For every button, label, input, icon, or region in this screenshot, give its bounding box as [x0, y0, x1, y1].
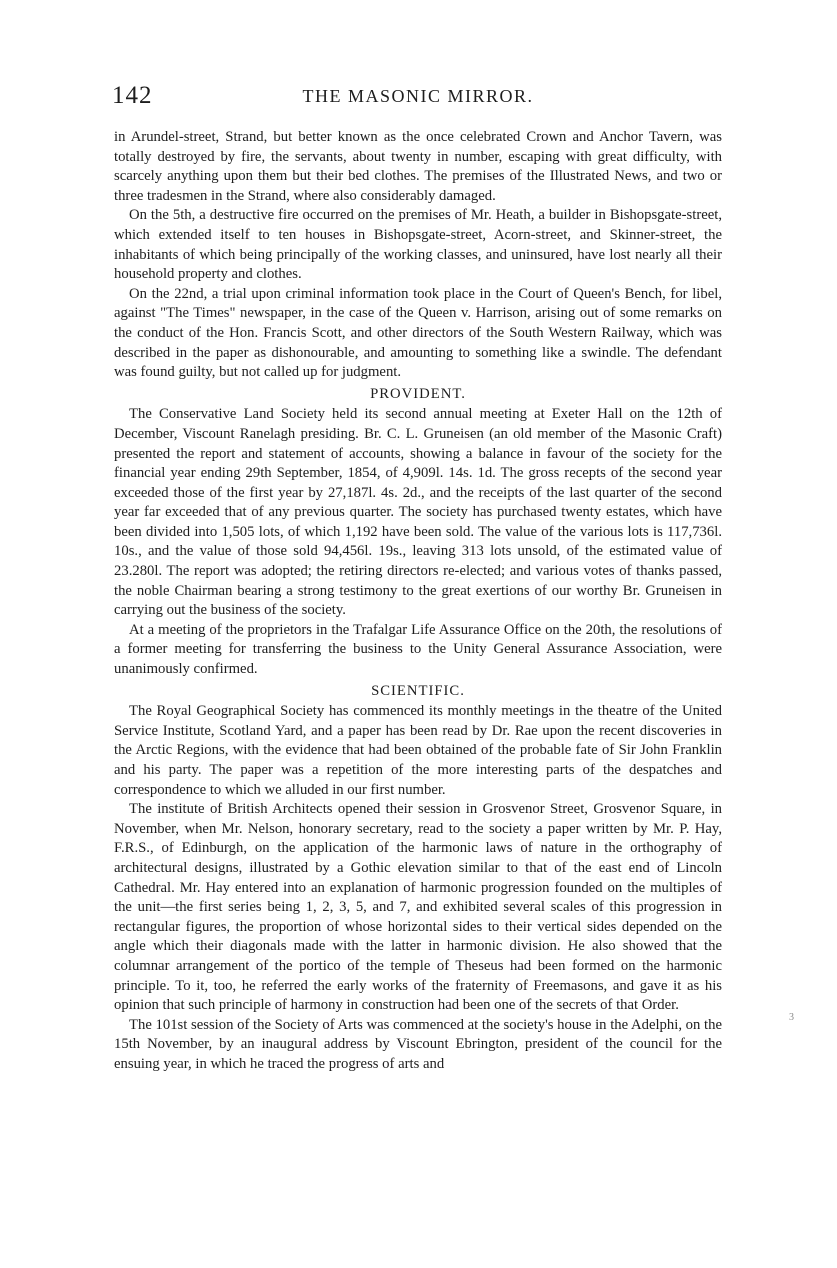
paragraph: The Royal Geographical Society has commenced its monthly meetings in the theatre of the United Service Institute, Scotland Yard, and a paper has been read by Dr. Rae upon the recent discoveries in the Arctic Regions, with the evidence that had been obtained of the probable fate of Sir John Franklin and his party. The paper was a repetition of the more interesting parts of the despatches and correspondence to which we alluded in our first number.: [114, 703, 722, 798]
article-body: [114, 128, 722, 1075]
running-title: THE MASONIC MIRROR.: [302, 86, 534, 106]
page-header: [112, 82, 724, 110]
paragraph: On the 5th, a destructive fire occurred on the premises of Mr. Heath, a builder in Bishopsgate-street, which extended itself to ten houses in Bishopsgate-street, Acorn-street, and Skinner-street, the inhabitants of which being principally of the working classes, and uninsured, have lost nearly all their household property and clothes.: [114, 207, 722, 283]
section-heading-provident: PROVIDENT.: [370, 385, 466, 402]
paragraph: in Arundel-street, Strand, but better known as the once celebrated Crown and Anchor Tavern, was totally destroyed by fire, the servants, about twenty in number, escaping with great difficulty, with scarcely anything upon them but their bed clothes. The premises of the Illustrated News, and two or three tradesmen in the Strand, where also considerably damaged.: [114, 129, 722, 204]
margin-mark: 3: [789, 1012, 794, 1023]
paragraph: At a meeting of the proprietors in the Trafalgar Life Assurance Office on the 20th, the resolutions of a former meeting for transferring the business to the Unity General Assurance Association, were unanimously confirmed.: [114, 621, 722, 678]
paragraph: The 101st session of the Society of Arts was commenced at the society's house in the Adelphi, on the 15th November, by an inaugural address by Viscount Ebrington, president of the council for the ensuing year, in which he traced the progress of arts and: [114, 1016, 722, 1072]
paragraph: The Conservative Land Society held its second annual meeting at Exeter Hall on the 12th of December, Viscount Ranelagh presiding. Br. C. L. Gruneisen (an old member of the Masonic Craft) presented the report and statement of accounts, showing a balance in favour of the society for the financial year ending 29th September, 1854, of 4,909l. 14s. 1d. The gross recepts of the second year exceeded those of the first year by 27,187l. 4s. 2d., and the receipts of the last quarter of the second year far exceeded that of any previous quarter. The society has purchased twenty estates, which have been divided into 1,505 lots, of which 1,192 have been sold. The value of the various lots is 117,736l. 10s., and the value of those sold 94,456l. 19s., leaving 313 lots unsold, of the estimated value of 23.280l. The report was adopted; the retiring directors re-elected; and various votes of thanks passed, the noble Chairman bearing a strong testimony to the great exertions of our worthy Br. Gruneisen in carrying out the business of the society.: [114, 406, 722, 619]
page-number: 142: [112, 82, 153, 109]
paragraph: The institute of British Architects opened their session in Grosvenor Street, Grosvenor Square, in November, when Mr. Nelson, honorary secretary, read to the society a paper written by Mr. P. Hay, F.R.S., of Edinburgh, on the application of the harmonic laws of nature in the orthography of architectural designs, illustrated by a Gothic elevation similar to that of the east end of Lincoln Cathedral. Mr. Hay entered into an explanation of harmonic progression founded on the multiples of the unit—the first series being 1, 2, 3, 5, and 7, and exhibited several scales of this progression in rectangular figures, the proportion of whose horizontal sides to their vertical sides depended on the angle which their diagonals made with the latter in harmonic division. He also showed that the columnar arrangement of the portico of the temple of Theseus had been formed on the harmonic principle. To it, too, he referred the early works of the fraternity of Freemasons, and gave it as his opinion that such principle of harmony in construction had been one of the secrets of that Order.: [114, 801, 722, 1014]
paragraph: On the 22nd, a trial upon criminal information took place in the Court of Queen's Bench, for libel, against "The Times" newspaper, in the case of the Queen v. Harrison, arising out of some remarks on the conduct of the Hon. Francis Scott, and other directors of the South Western Railway, which was described in the paper as dishonourable, and amounting to something like a swindle. The defendant was found guilty, but not called up for judgment.: [114, 285, 722, 381]
section-heading-scientific: SCIENTIFIC.: [371, 682, 465, 699]
